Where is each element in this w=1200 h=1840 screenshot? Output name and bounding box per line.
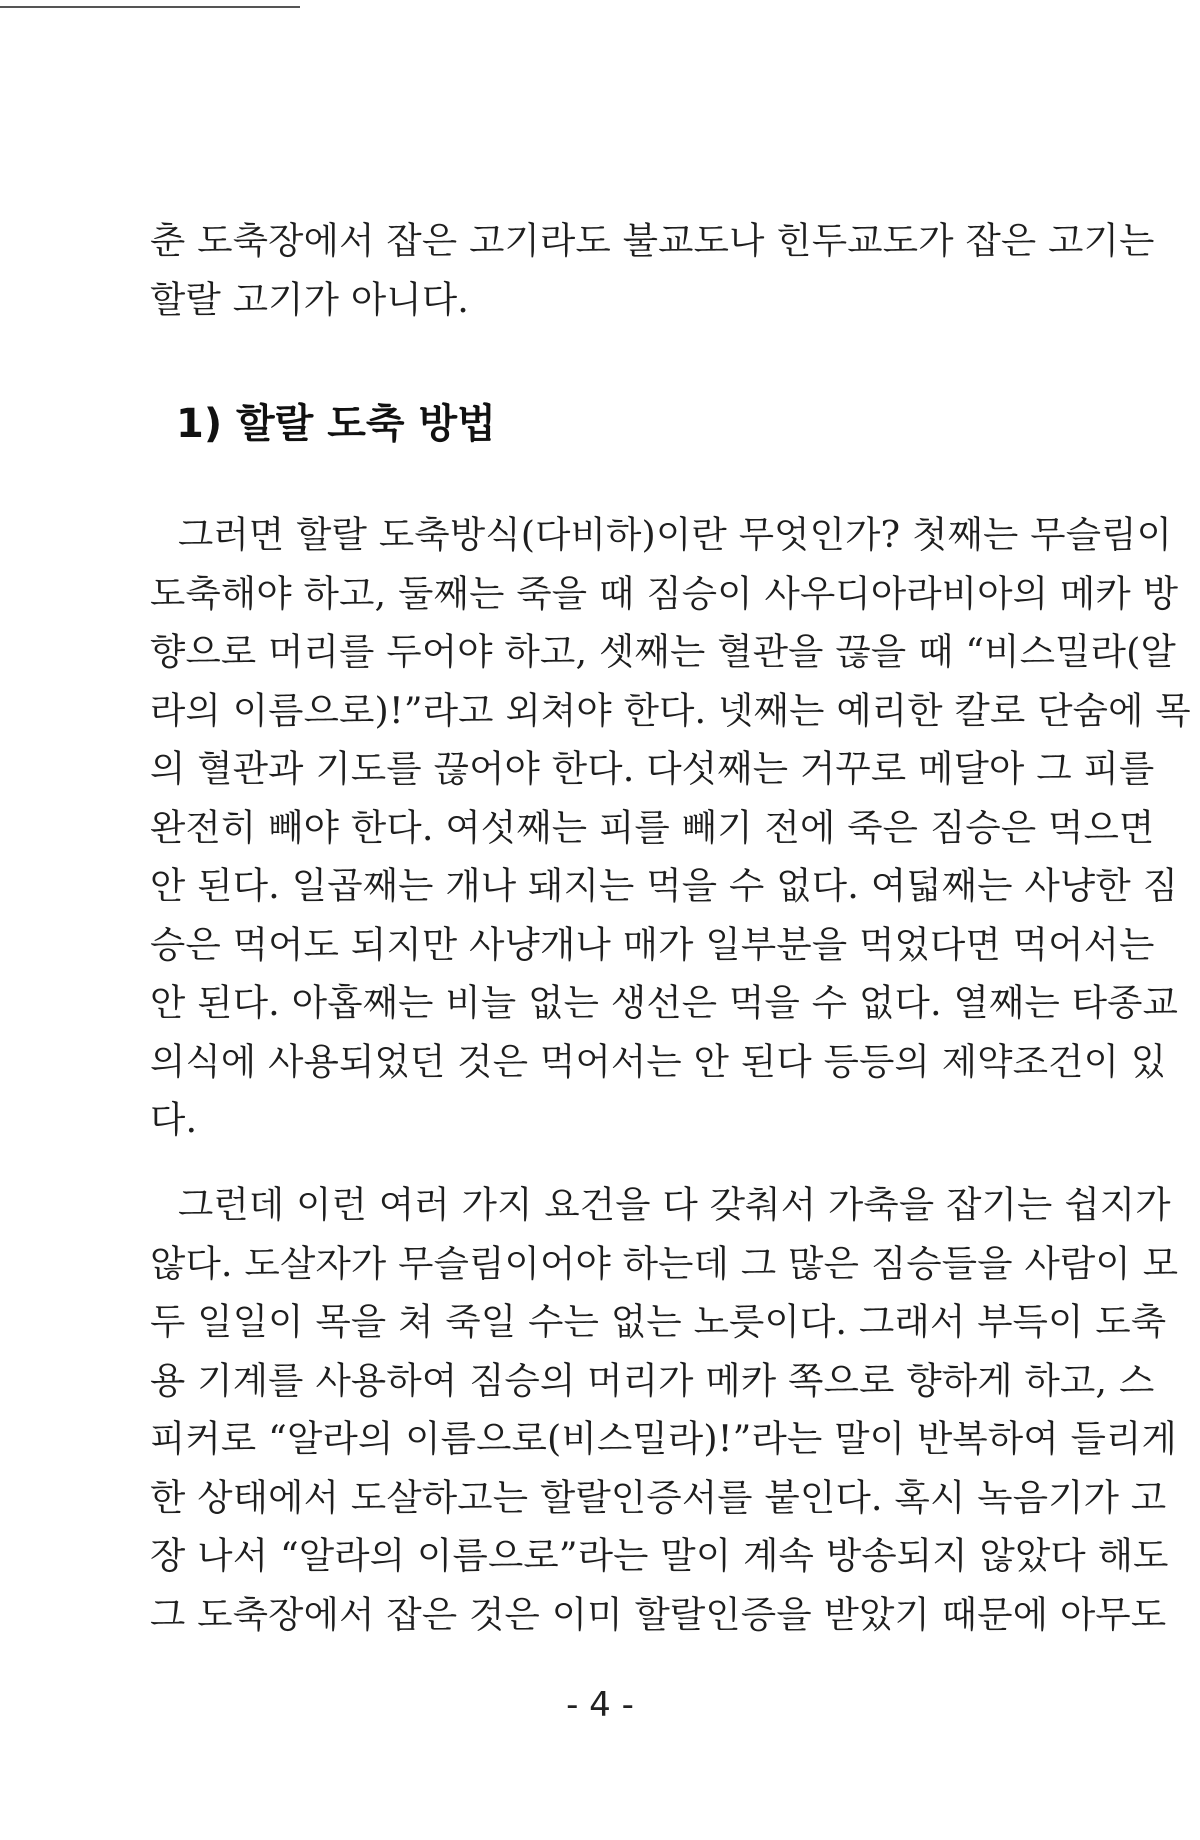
- intro-paragraph: [150, 212, 1155, 329]
- paragraph: [150, 1176, 1179, 1644]
- text-line: 장 나서 “알라의 이름으로”라는 말이 계속 방송되지 않았다 해도: [150, 1534, 1169, 1577]
- text-line: 안 된다. 아홉째는 비늘 없는 생선은 먹을 수 없다. 열째는 타종교: [150, 981, 1179, 1024]
- paragraph: [150, 506, 1191, 1150]
- top-rule: [0, 6, 300, 8]
- text-line: 두 일일이 목을 쳐 죽일 수는 없는 노릇이다. 그래서 부득이 도축: [150, 1300, 1167, 1343]
- text-line: 승은 먹어도 되지만 사냥개나 매가 일부분을 먹었다면 먹어서는: [150, 922, 1155, 966]
- section-heading: 1) 할랄 도축 방법: [176, 401, 496, 447]
- text-line: 완전히 빼야 한다. 여섯째는 피를 빼기 전에 죽은 짐승은 먹으면: [150, 805, 1155, 849]
- text-line: 다.: [150, 1098, 198, 1141]
- text-line: 피커로 “알라의 이름으로(비스밀라)!”라는 말이 반복하여 들리게: [150, 1417, 1177, 1460]
- text-line: 그런데 이런 여러 가지 요건을 다 갖춰서 가축을 잡기는 쉽지가: [178, 1183, 1171, 1226]
- text-line: 향으로 머리를 두어야 하고, 셋째는 혈관을 끊을 때 “비스밀라(알: [150, 630, 1176, 673]
- text-line: 라의 이름으로)!”라고 외쳐야 한다. 넷째는 예리한 칼로 단숨에 목: [150, 688, 1191, 732]
- text-line: 그러면 할랄 도축방식(다비하)이란 무엇인가? 첫째는 무슬림이: [178, 513, 1173, 556]
- page-number: - 4 -: [566, 1685, 634, 1725]
- text-line: 할랄 고기가 아니다.: [150, 277, 470, 321]
- text-line: 춘 도축장에서 잡은 고기라도 불교도나 힌두교도가 잡은 고기는: [150, 219, 1155, 262]
- text-line: 용 기계를 사용하여 짐승의 머리가 메카 쪽으로 향하게 하고, 스: [150, 1358, 1155, 1402]
- text-line: 의 혈관과 기도를 끊어야 한다. 다섯째는 거꾸로 메달아 그 피를: [150, 747, 1155, 790]
- text-line: 의식에 사용되었던 것은 먹어서는 안 된다 등등의 제약조건이 있: [150, 1039, 1167, 1083]
- text-line: 않다. 도살자가 무슬림이어야 하는데 그 많은 짐승들을 사람이 모: [150, 1241, 1179, 1285]
- text-line: 그 도축장에서 잡은 것은 이미 할랄인증을 받았기 때문에 아무도: [150, 1592, 1167, 1636]
- text-line: 한 상태에서 도살하고는 할랄인증서를 붙인다. 혹시 녹음기가 고: [150, 1475, 1167, 1519]
- text-line: 도축해야 하고, 둘째는 죽을 때 짐승이 사우디아라비아의 메카 방: [150, 571, 1179, 615]
- text-line: 안 된다. 일곱째는 개나 돼지는 먹을 수 없다. 여덟째는 사냥한 짐: [150, 864, 1179, 907]
